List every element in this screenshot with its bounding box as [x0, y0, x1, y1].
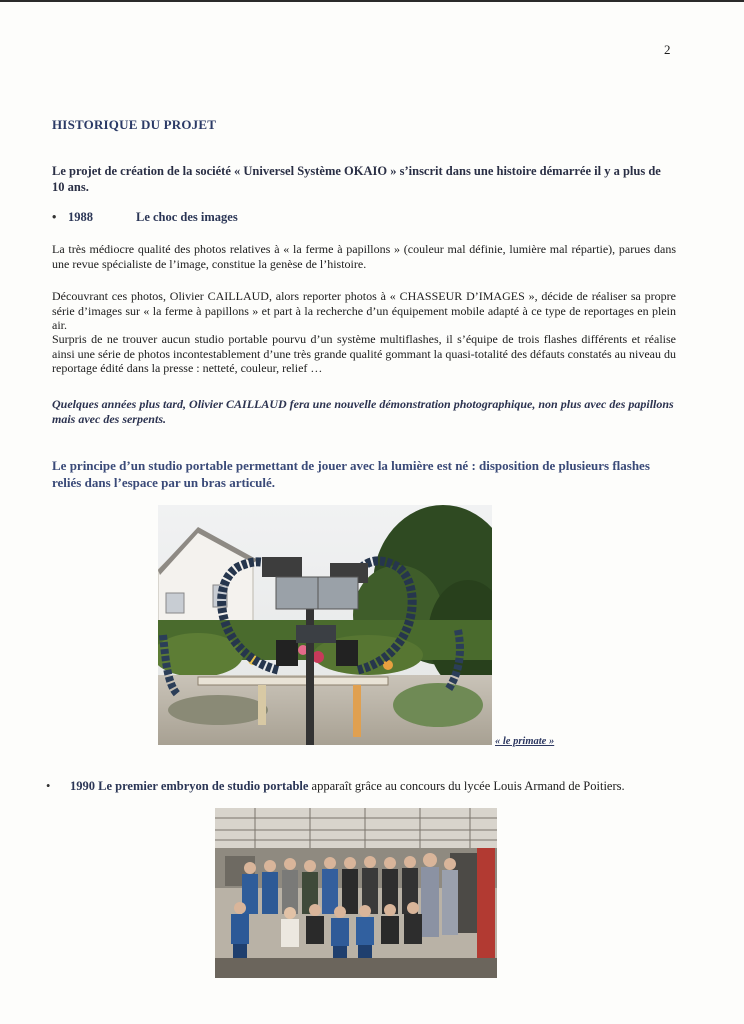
paragraph-discovery: Découvrant ces photos, Olivier CAILLAUD, alors reporter photos à « CHASSEUR D’IMAGES », décide de réaliser sa propre série d’images sur « la ferme à papillons » et part à la recherche d’un équipement mobile adapté à ce type de reportages en plein air.	[52, 289, 676, 332]
intro-paragraph: Le projet de création de la société « Universel Système OKAIO » s’inscrit dans une histoire démarrée il y a plus de 10 ans.	[52, 164, 661, 194]
primate-studio-photo	[158, 505, 492, 745]
bullet-1990	[46, 779, 686, 794]
paragraph-genesis: La très médiocre qualité des photos relatives à « la ferme à papillons » (couleur mal définie, lumière mal répartie), parues dans une revue spécialiste de l’image, constitue la genèse de l’histoire.	[52, 242, 676, 271]
photo-caption: « le primate »	[495, 736, 555, 747]
bullet-year: 1988	[68, 210, 93, 224]
scan-top-border	[0, 0, 744, 2]
bullet-1990-bold: 1990 Le premier embryon de studio portable	[70, 779, 309, 793]
principle-statement: Le principe d’un studio portable permettant de jouer avec la lumière est né : disposition de plusieurs flashes reliés dans l’espace par un bras articulé.	[52, 458, 650, 490]
page-number: 2	[664, 42, 671, 57]
bullet-1988	[52, 210, 238, 225]
bullet-dot: •	[46, 779, 51, 793]
italic-note: Quelques années plus tard, Olivier CAILLAUD fera une nouvelle démonstration photographique, non plus avec des papillons mais avec des serpents.	[52, 397, 674, 426]
bullet-dot: •	[52, 210, 57, 224]
lycee-group-photo	[215, 808, 497, 978]
bullet-title: Le choc des images	[136, 210, 238, 224]
paragraph-multiflash: Surpris de ne trouver aucun studio portable pourvu d’un système multiflashes, il s’équipe de trois flashes différents et réalise ainsi une série de photos incontestablement d’une très grande qualité gommant la quasi-totalité des défauts constatés au niveau du reportage édité dans la presse : netteté, couleur, relief …	[52, 332, 676, 375]
bullet-1990-text: apparaît grâce au concours du lycée Louis Armand de Poitiers.	[308, 779, 625, 793]
section-heading: HISTORIQUE DU PROJET	[52, 117, 217, 132]
